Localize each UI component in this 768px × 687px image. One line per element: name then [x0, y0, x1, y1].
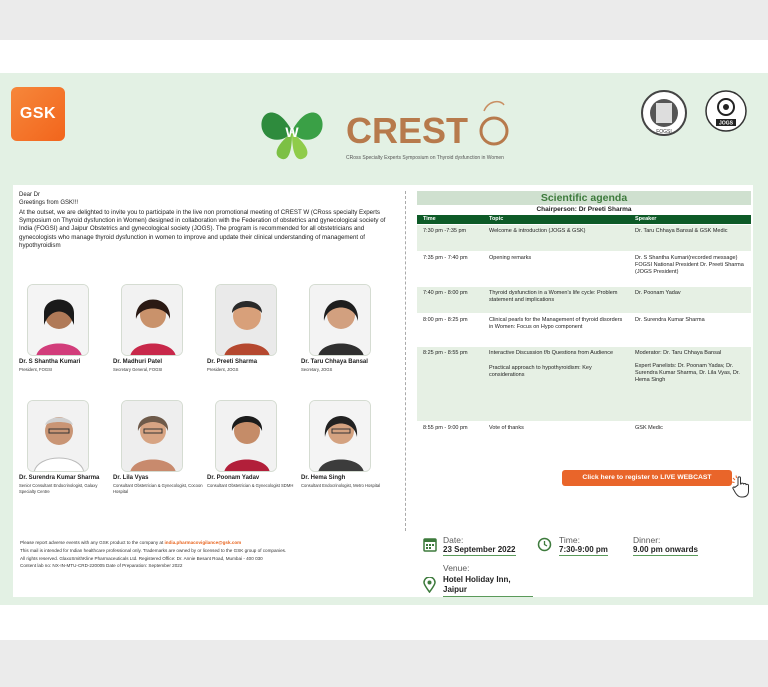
row-speaker-line: Expert Panelists: Dr. Poonam Yadav, Dr. Surendra Kumar Sharma, Dr. Lila Vyas, Dr. Hema Singh: [635, 363, 740, 383]
avatar: [309, 400, 371, 472]
faculty-name: Dr. S Shantha Kumari: [19, 359, 81, 365]
footer: [20, 539, 740, 570]
faculty-name: Dr. Preeti Sharma: [207, 359, 258, 365]
faculty-card: [19, 284, 114, 373]
svg-text:CREST: CREST: [346, 110, 469, 151]
time-value: 7:30-9:00 pm: [559, 545, 608, 554]
faculty-card: [19, 400, 114, 494]
footer-line: Content lab no: NX-IN-MTU-CRD-220005 Date of Preparation: September 2022: [20, 563, 183, 569]
column-divider: [405, 191, 406, 531]
avatar: [215, 400, 277, 472]
faculty-role: Consultant Endocrinologist, Metro Hospital: [301, 483, 381, 488]
letter-body: At the outset, we are delighted to invite you to participate in the live non promotional meeting of CREST W (CRoss specialty Experts Symposium on Thyroid dysfunction in Women) designed in collaboration with the Federation of obstetrics and gynecological society of India (FOGSI) and Jaipur Obstetrics and gynecological society (JOGS). The program is recommended for all obstetricians and gynecologists who manage thyroid dysfunction in women to improve and update their clinical understanding of management of hypothyroidism: [19, 209, 386, 249]
date-label: Date:: [443, 535, 464, 545]
row-topic: Clinical pearls for the Management of thyroid disorders in Women: Focus on Hypo component: [489, 317, 623, 330]
dinner-label: Dinner:: [633, 535, 661, 545]
location-pin-icon: [423, 577, 436, 593]
faculty-name: Dr. Poonam Yadav: [207, 475, 260, 481]
row-speaker: Dr. Poonam Yadav: [635, 290, 681, 296]
avatar: [309, 284, 371, 356]
row-time: 7:30 pm -7:35 pm: [423, 228, 467, 234]
faculty-name: Dr. Lila Vyas: [113, 475, 149, 481]
faculty-role: President, FOGSI: [19, 367, 53, 372]
row-time: 7:40 pm - 8:00 pm: [423, 290, 468, 296]
avatar: [121, 400, 183, 472]
hand-pointer-icon: [731, 475, 753, 499]
table-row: [417, 224, 751, 251]
faculty-role: Consultant Obstetrician & Gynecologist SDMH: [207, 483, 294, 488]
table-row: [417, 286, 751, 313]
letter-greeting: Dear Dr: [19, 192, 41, 198]
register-webcast-label: Click here to register to LIVE WEBCAST: [582, 474, 712, 481]
footer-report-text: Please report adverse events with any GSK product to the company at: [20, 540, 164, 545]
fogsi-logo: [640, 89, 688, 137]
row-topic-line: Interactive Discussion f/b Questions from Audience: [489, 350, 614, 356]
footer-line: [20, 539, 740, 547]
faculty-name: Dr. Hema Singh: [301, 475, 346, 481]
crest-logo: [256, 91, 516, 163]
faculty-name: Dr. Madhuri Patel: [113, 359, 163, 365]
faculty-card: [113, 284, 208, 373]
pharmacovigilance-email-link[interactable]: india.pharmacovigilance@gsk.com: [164, 540, 242, 545]
faculty-role: President, JOGS: [207, 367, 239, 372]
faculty-role: Secretary, JOGS: [301, 367, 333, 372]
svg-text:JOGS: JOGS: [719, 120, 733, 127]
row-time: 7:35 pm - 7:40 pm: [423, 255, 468, 261]
row-speaker: Dr. Surendra Kumar Sharma: [635, 317, 705, 323]
row-topic-line: Practical approach to hypothyroidism: Key considerations: [489, 365, 592, 378]
table-row: [417, 313, 751, 346]
faculty-role: Senior Consultant Endocrinologist, Galaxy Specialty Centre: [19, 483, 98, 494]
agenda-header: [417, 215, 751, 224]
faculty-card: [207, 400, 302, 489]
agenda-chairperson: Chairperson: Dr Preeti Sharma: [536, 206, 632, 213]
row-speaker: GSK Medic: [635, 425, 663, 431]
avatar: [27, 284, 89, 356]
dinner-value: 9.00 pm onwards: [633, 545, 698, 554]
table-row: [417, 346, 751, 421]
time-label: Time:: [559, 535, 580, 545]
date-value: 23 September 2022: [443, 545, 516, 554]
avatar: [27, 400, 89, 472]
faculty-role: Secretary General, FOGSI: [113, 367, 163, 372]
header-time: Time: [423, 216, 436, 222]
agenda-title: Scientific agenda: [417, 191, 751, 205]
row-time: 8:00 pm - 8:25 pm: [423, 317, 468, 323]
agenda-column: [417, 191, 751, 440]
invitation-card: [0, 73, 768, 605]
row-topic: Opening remarks: [489, 255, 532, 261]
register-webcast-button[interactable]: [562, 470, 732, 486]
gsk-logo: GSK: [11, 87, 65, 141]
avatar: [121, 284, 183, 356]
header-speaker: Speaker: [635, 216, 657, 222]
table-row: [417, 251, 751, 286]
avatar: [215, 284, 277, 356]
letter-column: [19, 191, 391, 250]
row-speaker-line: Moderator: Dr. Taru Chhaya Bansal: [635, 350, 722, 356]
svg-text:W: W: [285, 124, 299, 140]
faculty-name: Dr. Taru Chhaya Bansal: [301, 359, 368, 365]
faculty-card: [301, 400, 396, 489]
crest-subtitle: CRoss Specialty Experts Symposium on Thyroid dysfunction in Women: [346, 155, 504, 161]
row-topic: Thyroid dysfunction in a Women's life cycle: Problem statement and implications: [489, 290, 618, 303]
header-topic: Topic: [489, 216, 504, 222]
row-topic: Welcome & introduction (JOGS & GSK): [489, 228, 586, 234]
svg-text:FOGSI: FOGSI: [656, 129, 672, 135]
footer-line: This mail is intended for Indian healthcare professional only. Trademarks are owned by or licensed to the GSK group of companies.: [20, 547, 287, 553]
jogs-logo: [704, 89, 748, 137]
row-time: 8:55 pm - 9:00 pm: [423, 425, 468, 431]
letter-salutation: Greetings from GSK!!!: [19, 200, 79, 206]
faculty-card: [207, 284, 302, 373]
content-panel: [13, 185, 753, 597]
venue-label: Venue:: [443, 563, 470, 573]
row-speaker: [631, 347, 751, 421]
faculty-card: [113, 400, 208, 494]
venue-value: Hotel Holiday Inn, Jaipur: [443, 575, 533, 597]
row-topic: Vote of thanks: [489, 425, 524, 431]
faculty-name: Dr. Surendra Kumar Sharma: [19, 475, 100, 481]
row-time: 8:25 pm - 8:55 pm: [423, 350, 468, 356]
footer-line: All rights reserved. GlaxoSmithKline Pharmaceuticals Ltd. Registered Office: Dr. Annie Besant Road, Mumbai - 400 030: [20, 555, 263, 561]
row-speaker: Dr. Taru Chhaya Bansal & GSK Medic: [635, 228, 728, 234]
table-row: [417, 421, 751, 440]
faculty-card: [301, 284, 396, 373]
row-speaker: Dr. S Shantha Kumari(recorded message) FOGSI National President Dr. Preeti Sharma (JOGS President): [635, 255, 744, 275]
row-topic: [485, 347, 631, 421]
faculty-role: Consultant Obstetrician & Gynecologist, Cocoon Hospital: [113, 483, 203, 494]
